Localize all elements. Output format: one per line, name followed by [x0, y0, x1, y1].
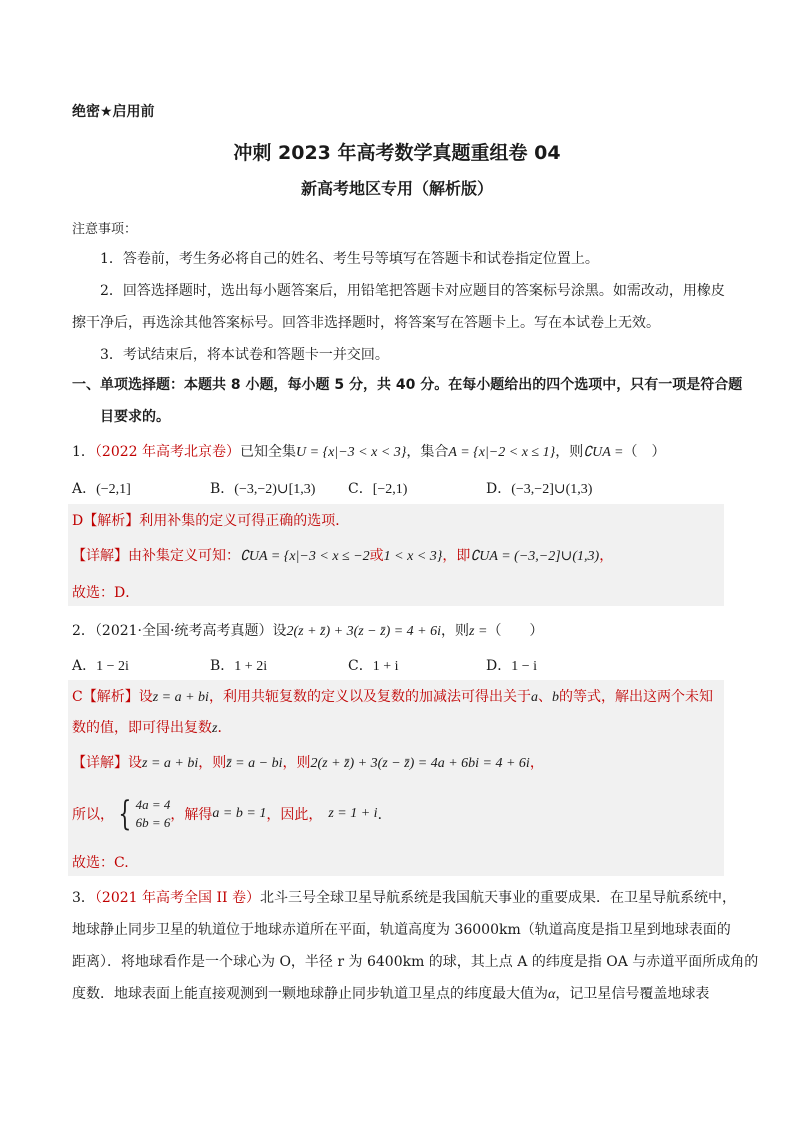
option-b: B．(−3,−2)∪[1,3) — [210, 481, 316, 497]
option-c: C．1 + i — [348, 658, 399, 674]
math-expr: ∁UA = — [583, 445, 624, 460]
q2-analysis: C【解析】设z = a + bi，利用共轭复数的定义以及复数的加减法可得出关于a、b的等式，解出这两个未知 — [72, 689, 713, 705]
q2-analysis-cont: 数的值，即可得出复数z． — [72, 720, 232, 736]
q1-detail: 【详解】由补集定义可知：∁UA = {x|−3 < x ≤ −2或1 < x < 3}，即∁UA = (−3,−2]∪(1,3)， — [72, 548, 614, 564]
math-expr: U = {x|−3 < x < 3} — [296, 445, 407, 460]
question-source: （2021 年高考全国 II 卷） — [94, 890, 260, 906]
question-text: 已知全集 — [240, 444, 297, 460]
question-3-text: 地球静止同步卫星的轨道位于地球赤道所在平面，轨道高度为 36000km（轨道高度是指卫星到地球表面的 — [72, 922, 731, 938]
option-d: D．1 − i — [486, 658, 538, 674]
q2-system: 所以， { 4a = 4 6b = 6 ，解得 a = b = 1 ，因此， z = 1 + i ． — [72, 794, 392, 834]
answer-blank: （ ） — [623, 444, 666, 460]
q1-choose: 故选：D． — [72, 585, 140, 601]
question-source: （2021·全国·统考高考真题） — [94, 623, 273, 639]
q2-choose: 故选：C. — [72, 855, 129, 871]
notes-heading: 注意事项： — [72, 222, 138, 237]
option-c: C．[−2,1) — [348, 481, 408, 497]
note-item: 1．答卷前，考生务必将自己的姓名、考生号等填写在答题卡和试卷指定位置上。 — [100, 251, 599, 267]
option-d: D．(−3,−2]∪(1,3) — [486, 481, 593, 497]
note-item: 2．回答选择题时，选出每小题答案后，用铅笔把答题卡对应题目的答案标号涂黑。如需改动，用橡皮 — [100, 283, 725, 299]
option-b: B．1 + 2i — [210, 658, 268, 674]
note-item: 擦干净后，再选涂其他答案标号。回答非选择题时，将答案写在答题卡上。写在本试卷上无效。 — [72, 315, 660, 331]
option-a: A．(−2,1] — [72, 481, 131, 497]
q1-analysis: D【解析】利用补集的定义可得正确的选项． — [72, 513, 350, 529]
section-heading: 一、单项选择题：本题共 8 小题，每小题 5 分，共 40 分。在每小题给出的四个选项中，只有一项是符合题 — [72, 377, 743, 393]
question-number: 1． — [72, 444, 95, 460]
question-source: （2022 年高考北京卷） — [94, 444, 241, 460]
q2-detail: 【详解】设z = a + bi，则z̄ = a − bi，则2(z + z̄) + 3(z − z̄) = 4a + 6bi = 4 + 6i， — [72, 755, 544, 771]
option-a: A．1 − 2i — [72, 658, 129, 674]
question-number: 3． — [72, 890, 95, 906]
question-text: ，则 — [555, 444, 584, 460]
secret-label: 绝密★启用前 — [72, 104, 155, 120]
question-3-text: 距离）．将地球看作是一个球心为 O，半径 r 为 6400km 的球，其上点 A 的纬度是指 OA 与赤道平面所成角的 — [72, 954, 759, 970]
note-item: 3．考试结束后，将本试卷和答题卡一并交回。 — [100, 347, 389, 363]
paper-subtitle: 新高考地区专用（解析版） — [300, 179, 493, 198]
question-text: ，集合 — [406, 444, 449, 460]
question-3: 3．（2021 年高考全国 II 卷）北斗三号全球卫星导航系统是我国航天事业的重要成果．在卫星导航系统中， — [72, 890, 736, 906]
q2-solution-box — [68, 680, 724, 876]
question-3-text: 度数．地球表面上能直接观测到一颗地球静止同步轨道卫星点的纬度最大值为α，记卫星信号覆盖地球表 — [72, 986, 710, 1002]
question-2: 2．（2021·全国·统考高考真题）设2(z + z̄) + 3(z − z̄) = 4 + 6i，则z =（ ） — [72, 623, 544, 639]
section-heading-cont: 目要求的。 — [100, 409, 170, 425]
question-1 — [72, 441, 665, 461]
paper-title: 冲刺 2023 年高考数学真题重组卷 04 — [233, 142, 561, 164]
math-expr: A = {x|−2 < x ≤ 1} — [448, 445, 556, 460]
question-number: 2． — [72, 623, 95, 639]
